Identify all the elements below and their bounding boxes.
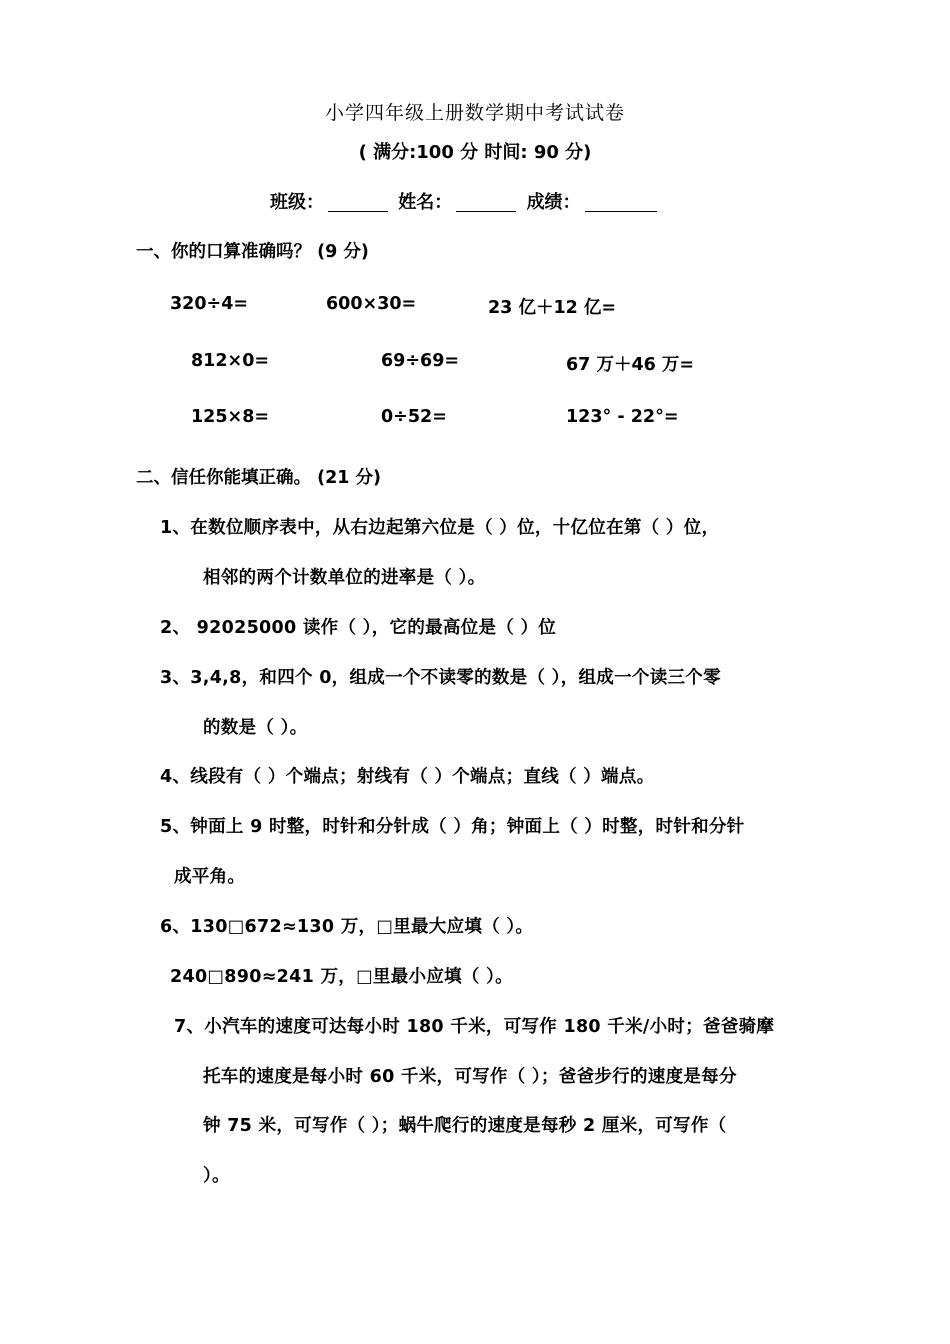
- calc-item: 123° - 22°=: [566, 407, 679, 427]
- class-blank[interactable]: [328, 193, 388, 212]
- question-line: 1、在数位顺序表中，从右边起第六位是（ ）位，十亿位在第（ ）位，: [160, 518, 720, 538]
- question-line: 3、3,4,8，和四个 0，组成一个不读零的数是（ ），组成一个读三个零: [160, 668, 721, 688]
- page-title: 小学四年级上册数学期中考试试卷: [324, 102, 625, 124]
- calc-item: 812×0=: [191, 351, 270, 371]
- question-line: 成平角。: [174, 867, 246, 887]
- section2-heading: 二、信任你能填正确。 (21 分): [136, 468, 382, 488]
- name-label: 姓名：: [398, 192, 453, 213]
- calc-item: 320÷4=: [170, 294, 249, 314]
- question-line: 7、小汽车的速度可达每小时 180 千米，可写作 180 千米/小时；爸爸骑摩: [174, 1017, 775, 1037]
- score-time-info: ( 满分:100 分 时间: 90 分): [358, 142, 592, 163]
- class-label: 班级：: [270, 192, 324, 213]
- score-label: 成绩：: [526, 192, 581, 213]
- question-line: 的数是（ ）。: [203, 718, 308, 738]
- calc-item: 0÷52=: [381, 407, 447, 427]
- question-line: 托车的速度是每小时 60 千米，可写作（ ）；爸爸步行的速度是每分: [203, 1067, 737, 1087]
- question-line: 6、130□672≈130 万，□里最大应填（ ）。: [160, 917, 534, 937]
- calc-item: 600×30=: [326, 294, 417, 314]
- question-line: 钟 75 米，可写作（ ）；蜗牛爬行的速度是每秒 2 厘米，可写作（: [203, 1116, 727, 1136]
- question-line: 240□890≈241 万，□里最小应填（ ）。: [170, 967, 513, 987]
- score-blank[interactable]: [585, 193, 657, 212]
- question-line: 2、 92025000 读作（ ），它的最高位是（ ）位: [160, 618, 557, 638]
- question-line: ）。: [203, 1166, 230, 1186]
- name-blank[interactable]: [456, 193, 516, 212]
- calc-item: 67 万＋46 万=: [566, 355, 695, 375]
- student-info-row: [270, 188, 661, 214]
- calc-item: 23 亿＋12 亿=: [488, 298, 617, 318]
- calc-item: 125×8=: [191, 407, 270, 427]
- question-line: 5、钟面上 9 时整，时针和分针成（ ）角；钟面上（ ）时整，时针和分针: [160, 817, 745, 837]
- section1-heading: 一、你的口算准确吗？ (9 分): [136, 242, 369, 262]
- calc-item: 69÷69=: [381, 351, 460, 371]
- question-line: 相邻的两个计数单位的进率是（ ）。: [203, 568, 486, 588]
- question-line: 4、线段有（ ）个端点；射线有（ ）个端点；直线（ ）端点。: [160, 767, 655, 787]
